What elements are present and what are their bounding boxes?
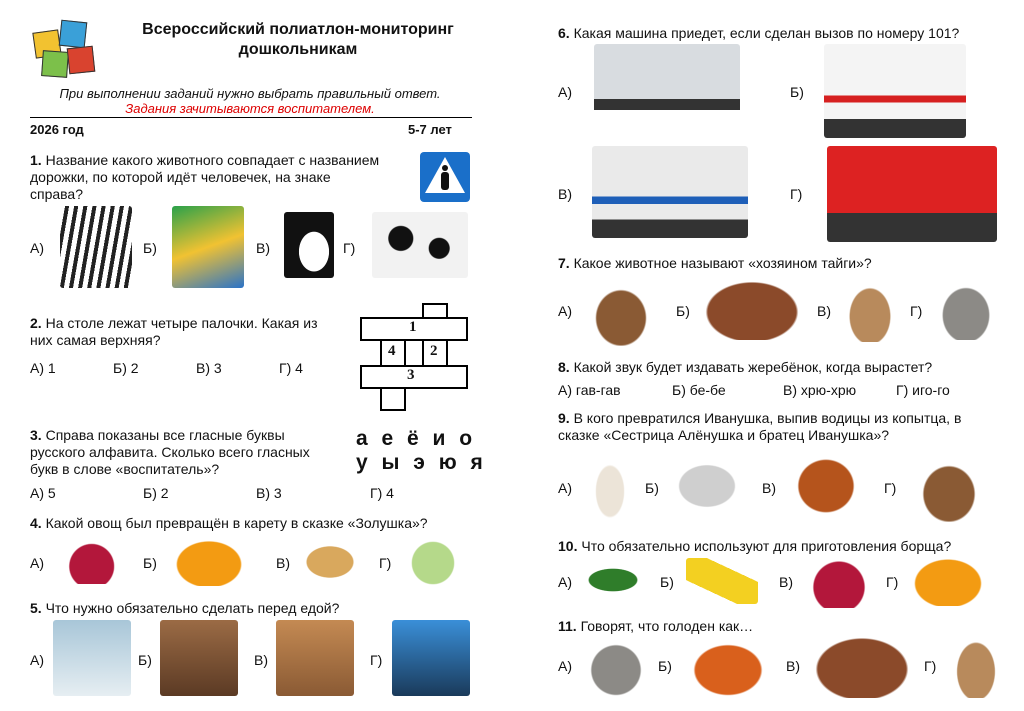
option-a[interactable]: А)	[558, 480, 572, 496]
ambulance-image[interactable]	[824, 44, 966, 138]
option-c[interactable]: В) хрю-хрю	[783, 382, 857, 398]
option-b[interactable]: Б)	[138, 652, 152, 668]
stick-label-4: 4	[388, 343, 396, 359]
watching-tv-image[interactable]	[160, 620, 238, 696]
question-5: 5. Что нужно обязательно сделать перед едой?	[30, 600, 340, 616]
option-a[interactable]: А) гав-гав	[558, 382, 621, 398]
option-c[interactable]: В)	[254, 652, 268, 668]
pumpkin-image[interactable]	[172, 538, 246, 586]
vowels-list: а е ё и о у ы э ю я	[356, 427, 487, 474]
sheep-image[interactable]	[672, 460, 742, 512]
option-b[interactable]: Б) 2	[143, 485, 169, 501]
question-11: 11. Говорят, что голоден как…	[558, 618, 754, 634]
year-label: 2026 год	[30, 122, 84, 137]
wolf-image[interactable]	[582, 636, 650, 698]
option-a[interactable]: А)	[30, 240, 44, 256]
option-c[interactable]: В)	[558, 186, 572, 202]
option-d[interactable]: Г) иго-го	[896, 382, 950, 398]
option-a[interactable]: А) 1	[30, 360, 56, 376]
horse-image[interactable]	[788, 450, 864, 522]
cabbage-image[interactable]	[405, 538, 461, 588]
option-c[interactable]: В)	[276, 555, 290, 571]
option-b[interactable]: Б) бе-бе	[672, 382, 726, 398]
question-7: 7. Какое животное называют «хозяином тайги»?	[558, 255, 872, 271]
option-d[interactable]: Г) 4	[279, 360, 303, 376]
stick-label-3: 3	[407, 367, 415, 383]
option-c[interactable]: В)	[256, 240, 270, 256]
option-b[interactable]: Б)	[645, 480, 659, 496]
corn-image[interactable]	[686, 558, 758, 604]
pumpkin-image[interactable]	[910, 556, 986, 606]
potato-image[interactable]	[303, 544, 357, 580]
option-d[interactable]: Г)	[910, 303, 923, 319]
option-c[interactable]: В) 3	[196, 360, 222, 376]
sticks-figure	[360, 303, 470, 409]
rescue-van-image[interactable]	[592, 146, 748, 238]
cucumber-image[interactable]	[585, 567, 641, 593]
question-9: 9. В кого превратился Иванушка, выпив водицы из копытца, в сказке «Сестрица Алёнушка и братец Иванушка»?	[558, 410, 962, 443]
stick-label-1: 1	[409, 319, 417, 335]
instructions: При выполнении заданий нужно выбрать правильный ответ. Задания зачитываются воспитателем.	[59, 86, 441, 116]
hare-image[interactable]	[842, 278, 898, 342]
parrot-image[interactable]	[172, 206, 244, 288]
goat-image[interactable]	[590, 455, 630, 521]
option-a[interactable]: А)	[30, 555, 44, 571]
option-c[interactable]: В)	[779, 574, 793, 590]
option-c[interactable]: В)	[786, 658, 800, 674]
question-8: 8. Какой звук будет издавать жеребёнок, когда вырастет?	[558, 359, 933, 375]
washing-hands-image[interactable]	[53, 620, 131, 696]
age-label: 5-7 лет	[408, 122, 452, 137]
option-c[interactable]: В) 3	[256, 485, 282, 501]
option-a[interactable]: А)	[558, 303, 572, 319]
option-b[interactable]: Б) 2	[113, 360, 139, 376]
fox-image[interactable]	[682, 636, 774, 698]
penguin-image[interactable]	[284, 212, 334, 278]
police-van-image[interactable]	[594, 44, 740, 136]
option-a[interactable]: А)	[558, 84, 572, 100]
option-b[interactable]: Б)	[660, 574, 674, 590]
option-d[interactable]: Г)	[790, 186, 803, 202]
reindeer-image[interactable]	[583, 276, 659, 346]
option-b[interactable]: Б)	[143, 240, 157, 256]
option-b[interactable]: Б)	[143, 555, 157, 571]
beet-image[interactable]	[806, 556, 866, 608]
beet-image[interactable]	[62, 540, 116, 584]
option-b[interactable]: Б)	[658, 658, 672, 674]
option-a[interactable]: А)	[30, 652, 44, 668]
option-b[interactable]: Б)	[676, 303, 690, 319]
option-a[interactable]: А) 5	[30, 485, 56, 501]
option-c[interactable]: В)	[817, 303, 831, 319]
wolf-image[interactable]	[934, 278, 998, 340]
pedestrian-crossing-sign-icon	[420, 152, 470, 202]
option-d[interactable]: Г)	[924, 658, 937, 674]
question-3: 3. Справа показаны все гласные буквы русского алфавита. Сколько всего гласных букв в слове «воспитатель»?	[30, 427, 310, 477]
option-d[interactable]: Г)	[379, 555, 392, 571]
option-d[interactable]: Г)	[370, 652, 383, 668]
divider	[30, 117, 472, 118]
page-title: Всероссийский полиатлон-мониторинг дошкольникам	[142, 21, 454, 58]
reading-book-image[interactable]	[276, 620, 354, 696]
cow-image[interactable]	[372, 212, 468, 278]
logo	[30, 17, 96, 77]
option-d[interactable]: Г) 4	[370, 485, 394, 501]
hare-image[interactable]	[950, 632, 1002, 698]
question-6: 6. Какая машина приедет, если сделан вызов по номеру 101?	[558, 25, 960, 41]
option-d[interactable]: Г)	[884, 480, 897, 496]
option-d[interactable]: Г)	[343, 240, 356, 256]
reindeer-image[interactable]	[910, 452, 988, 522]
fire-truck-image[interactable]	[827, 146, 997, 242]
zebra-image[interactable]	[60, 206, 132, 288]
stick-label-2: 2	[430, 343, 438, 359]
question-2: 2. На столе лежат четыре палочки. Какая из них самая верхняя?	[30, 315, 318, 348]
computer-image[interactable]	[392, 620, 470, 696]
option-d[interactable]: Г)	[886, 574, 899, 590]
option-b[interactable]: Б)	[790, 84, 804, 100]
option-c[interactable]: В)	[762, 480, 776, 496]
bear-image[interactable]	[700, 278, 804, 340]
question-10: 10. Что обязательно используют для приготовления борща?	[558, 538, 952, 554]
bear-image[interactable]	[810, 634, 914, 698]
option-a[interactable]: А)	[558, 574, 572, 590]
option-a[interactable]: А)	[558, 658, 572, 674]
question-4: 4. Какой овощ был превращён в карету в сказке «Золушка»?	[30, 515, 428, 531]
question-1: 1. Название какого животного совпадает с названием дорожки, по которой идёт человечек, на знаке справа?	[30, 152, 380, 202]
